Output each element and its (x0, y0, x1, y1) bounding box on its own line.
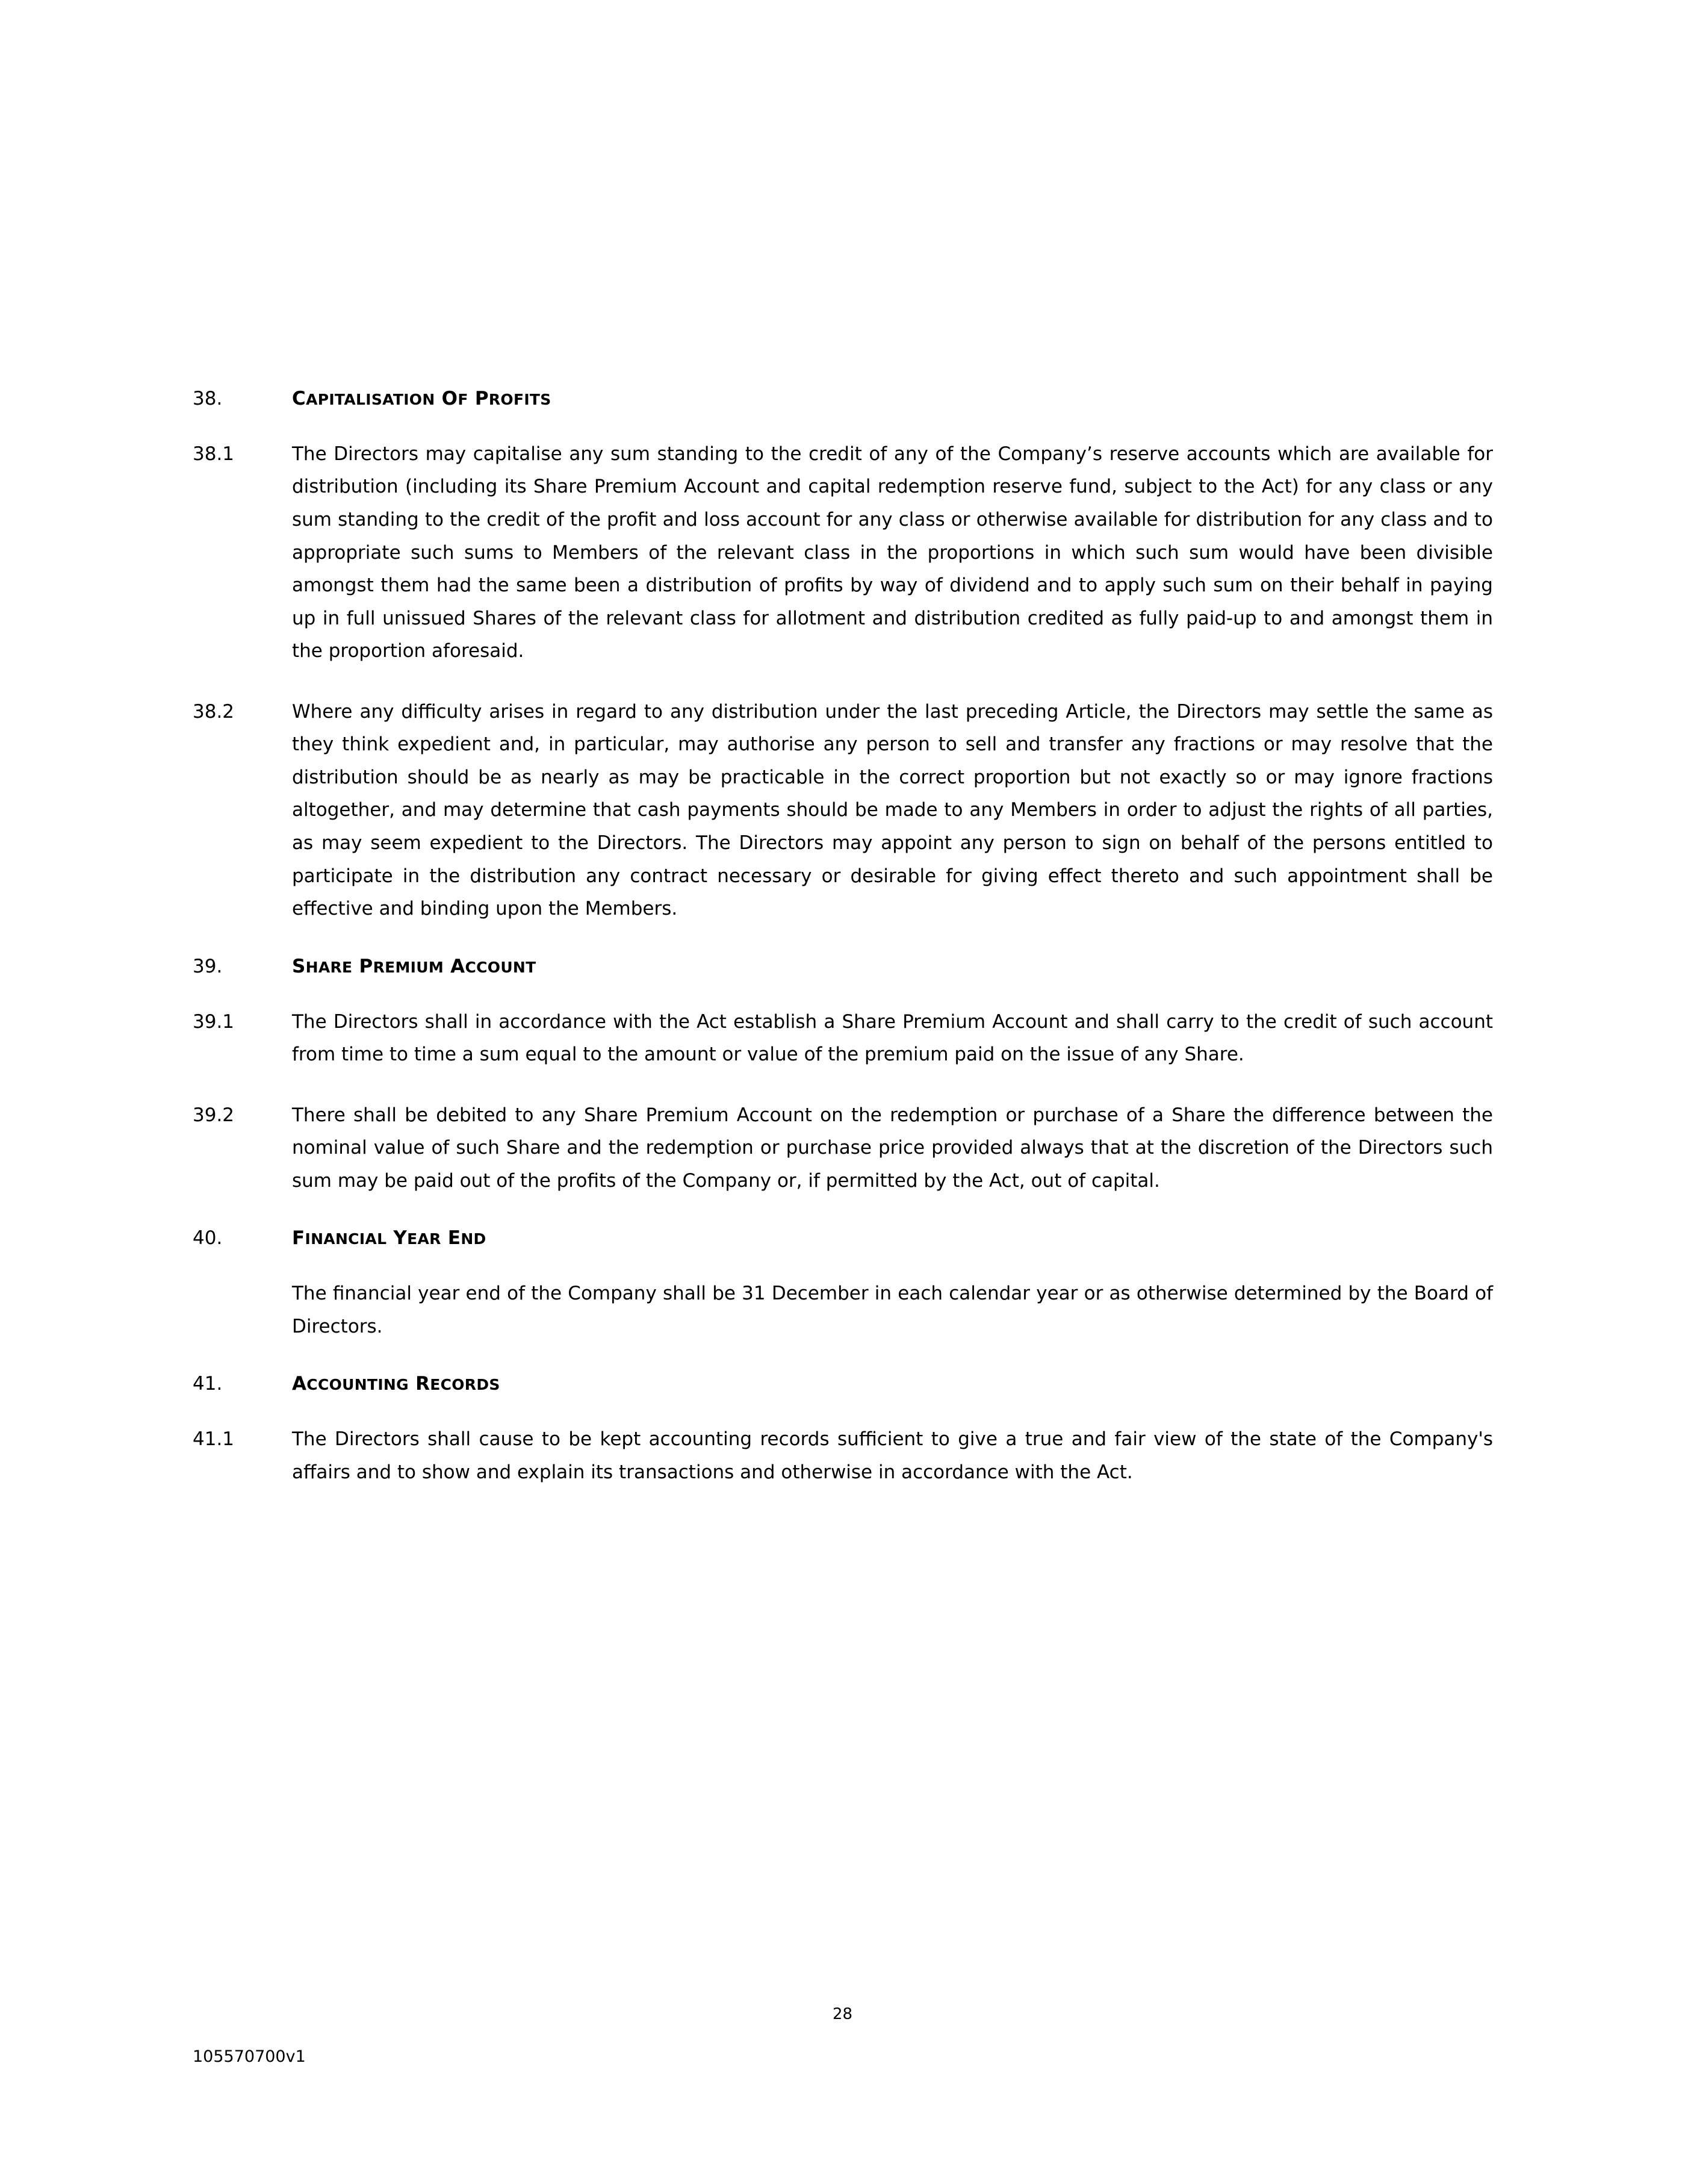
clause-text: Where any difficulty arises in regard to any distribution under the last preceding Article, the Directors may settle the same as they think expedient and, in particular, may authorise any person to sell and transfer any fractions or may resolve that the distribution should be as nearly as may be practicable in the correct proportion but not exactly so or may ignore fractions altogether, and may determine that cash payments should be made to any Members in order to adjust the rights of all parties, as may seem expedient to the Directors. The Directors may appoint any person to sign on behalf of the persons entitled to participate in the distribution any contract necessary or desirable for giving effect thereto and such appointment shall be effective and binding upon the Members. (292, 700, 1493, 920)
document-reference: 105570700v1 (193, 2047, 306, 2066)
clause-text: The Directors may capitalise any sum standing to the credit of any of the Company’s reserve accounts which are available for distribution (including its Share Premium Account and capital redemption reserve fund, subject to the Act) for any class or any sum standing to the credit of the profit and loss account for any class or otherwise available for distribution for any class and to appropriate such sums to Members of the relevant class in the proportions in which such sum would have been divisible amongst them had the same been a distribution of profits by way of dividend and to apply such sum on their behalf in paying up in full unissued Shares of the relevant class for allotment and distribution credited as fully paid-up to and amongst them in the proportion aforesaid. (292, 443, 1493, 662)
clause-paragraph (193, 695, 1493, 926)
section-heading (193, 385, 1493, 412)
clause-paragraph (193, 1006, 1493, 1071)
section-title (292, 1373, 500, 1395)
clause-paragraph (193, 1423, 1493, 1489)
clause-text: The financial year end of the Company shall be 31 December in each calendar year or as otherwise determined by the Board of Directors. (292, 1283, 1493, 1337)
smallcaps-title: FINANCIAL YEAR END (292, 1227, 486, 1249)
section-heading (193, 1225, 1493, 1252)
document-body (193, 385, 1493, 1489)
clause-number: 38.2 (193, 700, 235, 723)
clause-text: The Directors shall cause to be kept accounting records sufficient to give a true and fair view of the state of the Company's affairs and to show and explain its transactions and otherwise in accordance with the Act. (292, 1428, 1493, 1483)
clause-number: 39.2 (193, 1104, 235, 1126)
smallcaps-title: ACCOUNTING RECORDS (292, 1373, 500, 1395)
section-heading (193, 1370, 1493, 1398)
clause-number: 39.1 (193, 1010, 235, 1033)
section-title-text (292, 388, 551, 409)
clause-number: 41.1 (193, 1428, 235, 1451)
clause-paragraph (193, 1099, 1493, 1198)
clause-paragraph (193, 438, 1493, 668)
section-number: 41. (193, 1373, 223, 1395)
section-heading (193, 953, 1493, 980)
clause-text: The Directors shall in accordance with the Act establish a Share Premium Account and shall carry to the credit of such account from time to time a sum equal to the amount or value of the premium paid on the issue of any Share. (292, 1010, 1493, 1066)
section-number: 38. (193, 388, 223, 409)
section-number: 39. (193, 955, 223, 977)
page-number: 28 (832, 2005, 853, 2023)
section-title (292, 956, 536, 977)
clause-number: 38.1 (193, 443, 235, 465)
clause-paragraph (193, 1277, 1493, 1343)
smallcaps-title: CAPITALISATION OF PROFITS (292, 388, 551, 409)
section-number: 40. (193, 1227, 223, 1249)
clause-text: There shall be debited to any Share Premium Account on the redemption or purchase of a Share the difference between the nominal value of such Share and the redemption or purchase price provided always that at the discretion of the Directors such sum may be paid out of the profits of the Company or, if permitted by the Act, out of capital. (292, 1104, 1493, 1192)
section-title (292, 388, 551, 409)
section-title (292, 1227, 486, 1249)
smallcaps-title: SHARE PREMIUM ACCOUNT (292, 955, 536, 977)
